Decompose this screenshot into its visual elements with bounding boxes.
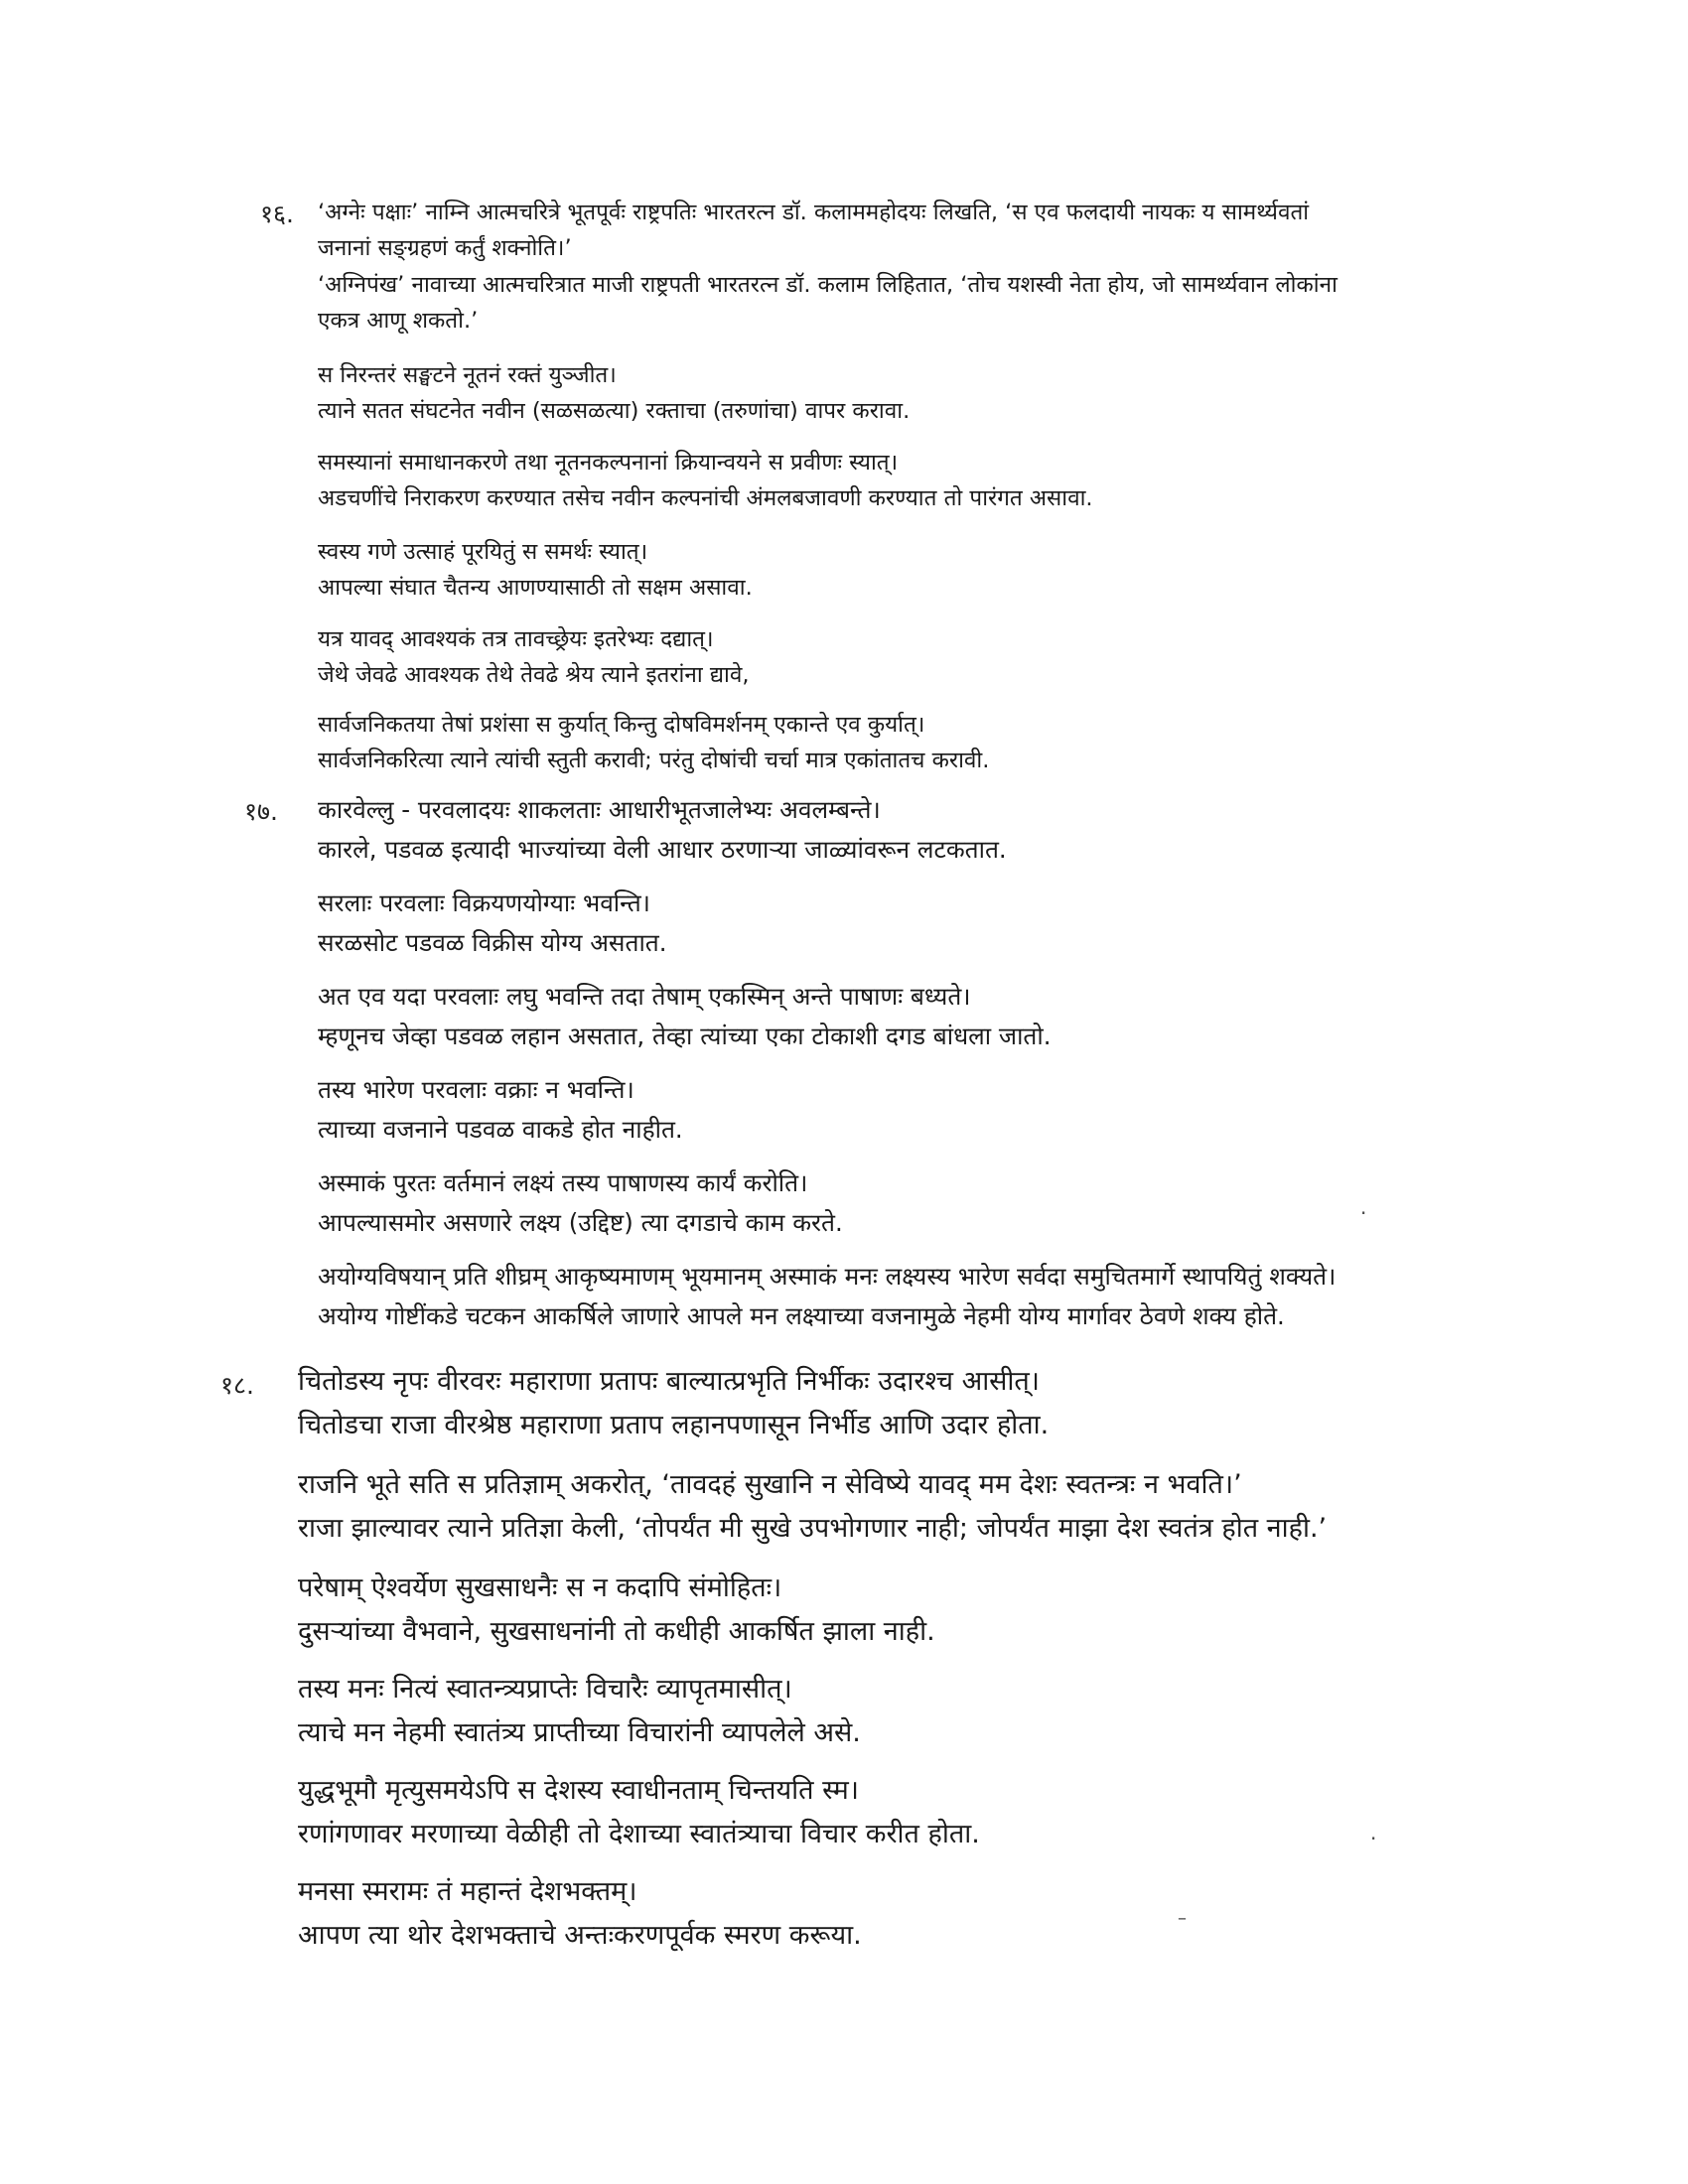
paragraph [298,1769,980,1855]
text-line: आपल्यासमोर असणारे लक्ष्य (उद्दिष्ट) त्या दगडाचे काम करते. [318,1207,843,1237]
text-line: अडचणींचे निराकरण करण्यात तसेच नवीन कल्पनांची अंमलबजावणी करण्यात तो पारंगत असावा. [318,485,1093,512]
paragraph [318,707,989,779]
paragraph [318,621,750,694]
text-line: रणांगणावर मरणाच्या वेळीही तो देशाच्या स्वातंत्र्याचा विचार करीत होता. [298,1818,980,1849]
section-number: १७. [244,797,278,826]
paragraph [298,1870,862,1957]
text-line: चितोडस्य नृपः वीरवरः महाराणा प्रतापः बाल्यात्प्रभृति निर्भीकः उदारश्च आसीत्। [298,1366,1041,1397]
paragraph [318,1257,1336,1335]
text-line: सार्वजनिकरित्या त्याने त्यांची स्तुती करावी; परंतु दोषांची चर्चा मात्र एकांतातच करावी. [318,748,990,774]
section-number: १६. [260,200,294,228]
paragraph [318,195,1337,340]
text-line: अत एव यदा परवलाः लघु भवन्ति तदा तेषाम् एकस्मिन् अन्ते पाषाणः बध्यते। [318,982,971,1011]
text-line: त्याने सतत संघटनेत नवीन (सळसळत्या) रक्ताचा (तरुणांचा) वापर करावा. [318,398,911,425]
text-line: राजा झाल्यावर त्याने प्रतिज्ञा केली, ‘तोपर्यंत मी सुखे उपभोगणार नाही; जोपर्यंत माझा देश स्वतंत्र होत नाही.’ [298,1512,1328,1544]
text-line: कारवेल्लु - परवलादयः शाकलताः आधारीभूतजालेभ्यः अवलम्बन्ते। [318,795,881,824]
text-line: चितोडचा राजा वीरश्रेष्ठ महाराणा प्रताप लहानपणासून निर्भीड आणि उदार होता. [298,1409,1050,1440]
text-line: परेषाम् ऐश्वर्येण सुखसाधनैः स न कदापि संमोहितः। [298,1572,782,1603]
text-line: आपण त्या थोर देशभक्ताचे अन्तःकरणपूर्वक स्मरण करूया. [298,1919,862,1951]
text-line: अयोग्यविषयान् प्रति शीघ्रम् आकृष्यमाणम् भूयमानम् अस्माकं मनः लक्ष्यस्य भारेण सर्वदा समुचितमार्गे स्थापयितुं शक्यते। [318,1262,1336,1291]
text-line: तस्य मनः नित्यं स्वातन्त्र्यप्राप्तेः विचारैः व्यापृतमासीत्। [298,1674,792,1705]
text-line: एकत्र आणू शकतो.’ [318,308,479,335]
paragraph [298,1668,861,1754]
paragraph [298,1567,935,1653]
paragraph [318,790,1007,869]
paragraph [298,1463,1327,1550]
text-line: राजनि भूते सति स प्रतिज्ञाम् अकरोत्, ‘तावदहं सुखानि न सेविष्ये यावद् मम देशः स्वतन्त्रः न भवति।’ [298,1469,1242,1500]
text-line: मनसा स्मरामः तं महान्तं देशभक्तम्। [298,1876,637,1907]
paragraph [298,1360,1049,1446]
paragraph [318,534,753,607]
text-line: जेथे जेवढे आवश्यक तेथे तेवढे श्रेय त्याने इतरांना द्यावे, [318,662,750,689]
text-line: युद्धभूमौ मृत्युसमयेऽपि स देशस्य स्वाधीनताम् चिन्तयति स्म। [298,1775,859,1806]
paragraph [318,1163,843,1242]
text-line: अस्माकं पुरतः वर्तमानं लक्ष्यं तस्य पाषाणस्य कार्यं करोति। [318,1168,808,1197]
text-line: स्वस्य गणे उत्साहं पूरयितुं स समर्थः स्यात्। [318,539,648,565]
scan-speck: · [1370,1827,1377,1850]
paragraph [318,1070,683,1149]
text-line: सरळसोट पडवळ विक्रीस योग्य असतात. [318,927,667,957]
text-line: आपल्या संघात चैतन्य आणण्यासाठी तो सक्षम असावा. [318,575,753,602]
text-line: त्याच्या वजनाने पडवळ वाकडे होत नाहीत. [318,1114,683,1144]
text-line: दुसऱ्यांच्या वैभवाने, सुखसाधनांनी तो कधीही आकर्षित झाला नाही. [298,1615,935,1647]
paragraph [318,977,1052,1055]
text-line: अयोग्य गोष्टींकडे चटकन आकर्षिले जाणारे आपले मन लक्ष्याच्या वजनामुळे नेहमी योग्य मार्गावर ठेवणे शक्य होते. [318,1300,1285,1330]
text-line: सार्वजनिकतया तेषां प्रशंसा स कुर्यात् किन्तु दोषविमर्शनम् एकान्ते एव कुर्यात्। [318,712,925,738]
text-line: कारले, पडवळ इत्यादी भाज्यांच्या वेली आधार ठरणाऱ्या जाळ्यांवरून लटकतात. [318,834,1007,864]
text-line: ‘अग्नेः पक्षाः’ नाम्नि आत्मचरित्रे भूतपूर्वः राष्ट्रपतिः भारतरत्न डॉ. कलाममहोदयः लिखति, ‘स एव फलदायी नायकः य सामर्थ्यवतां [318,200,1310,225]
text-line: त्याचे मन नेहमी स्वातंत्र्य प्राप्तीच्या विचारांनी व्यापलेले असे. [298,1716,861,1748]
scan-speck: · [1360,1201,1367,1225]
text-line: ‘अग्निपंख’ नावाच्या आत्मचरित्रात माजी राष्ट्रपती भारतरत्न डॉ. कलाम लिहितात, ‘तोच यशस्वी नेता होय, जो सामर्थ्यवान लोकांना [318,271,1337,298]
paragraph [318,884,667,962]
text-line: तस्य भारेण परवलाः वक्राः न भवन्ति। [318,1075,634,1104]
paragraph [318,445,1093,517]
text-line: जनानां सङ्ग्रहणं कर्तुं शक्नोति।’ [318,235,572,262]
text-line: यत्र यावद् आवश्यकं तत्र तावच्छ्रेयः इतरेभ्यः दद्यात्। [318,626,714,652]
text-line: स निरन्तरं सङ्घटने नूतनं रक्तं युञ्जीत। [318,362,617,388]
section-number: १८. [220,1371,254,1400]
scan-speck: – [1178,1908,1187,1929]
text-line: सरलाः परवलाः विक्रयणयोग्याः भवन्ति। [318,888,650,917]
text-line: म्हणूनच जेव्हा पडवळ लहान असतात, तेव्हा त्यांच्या एका टोकाशी दगड बांधला जातो. [318,1021,1052,1050]
paragraph [318,357,910,430]
text-line: समस्यानां समाधानकरणे तथा नूतनकल्पनानां क्रियान्वयने स प्रवीणः स्यात्। [318,450,899,476]
